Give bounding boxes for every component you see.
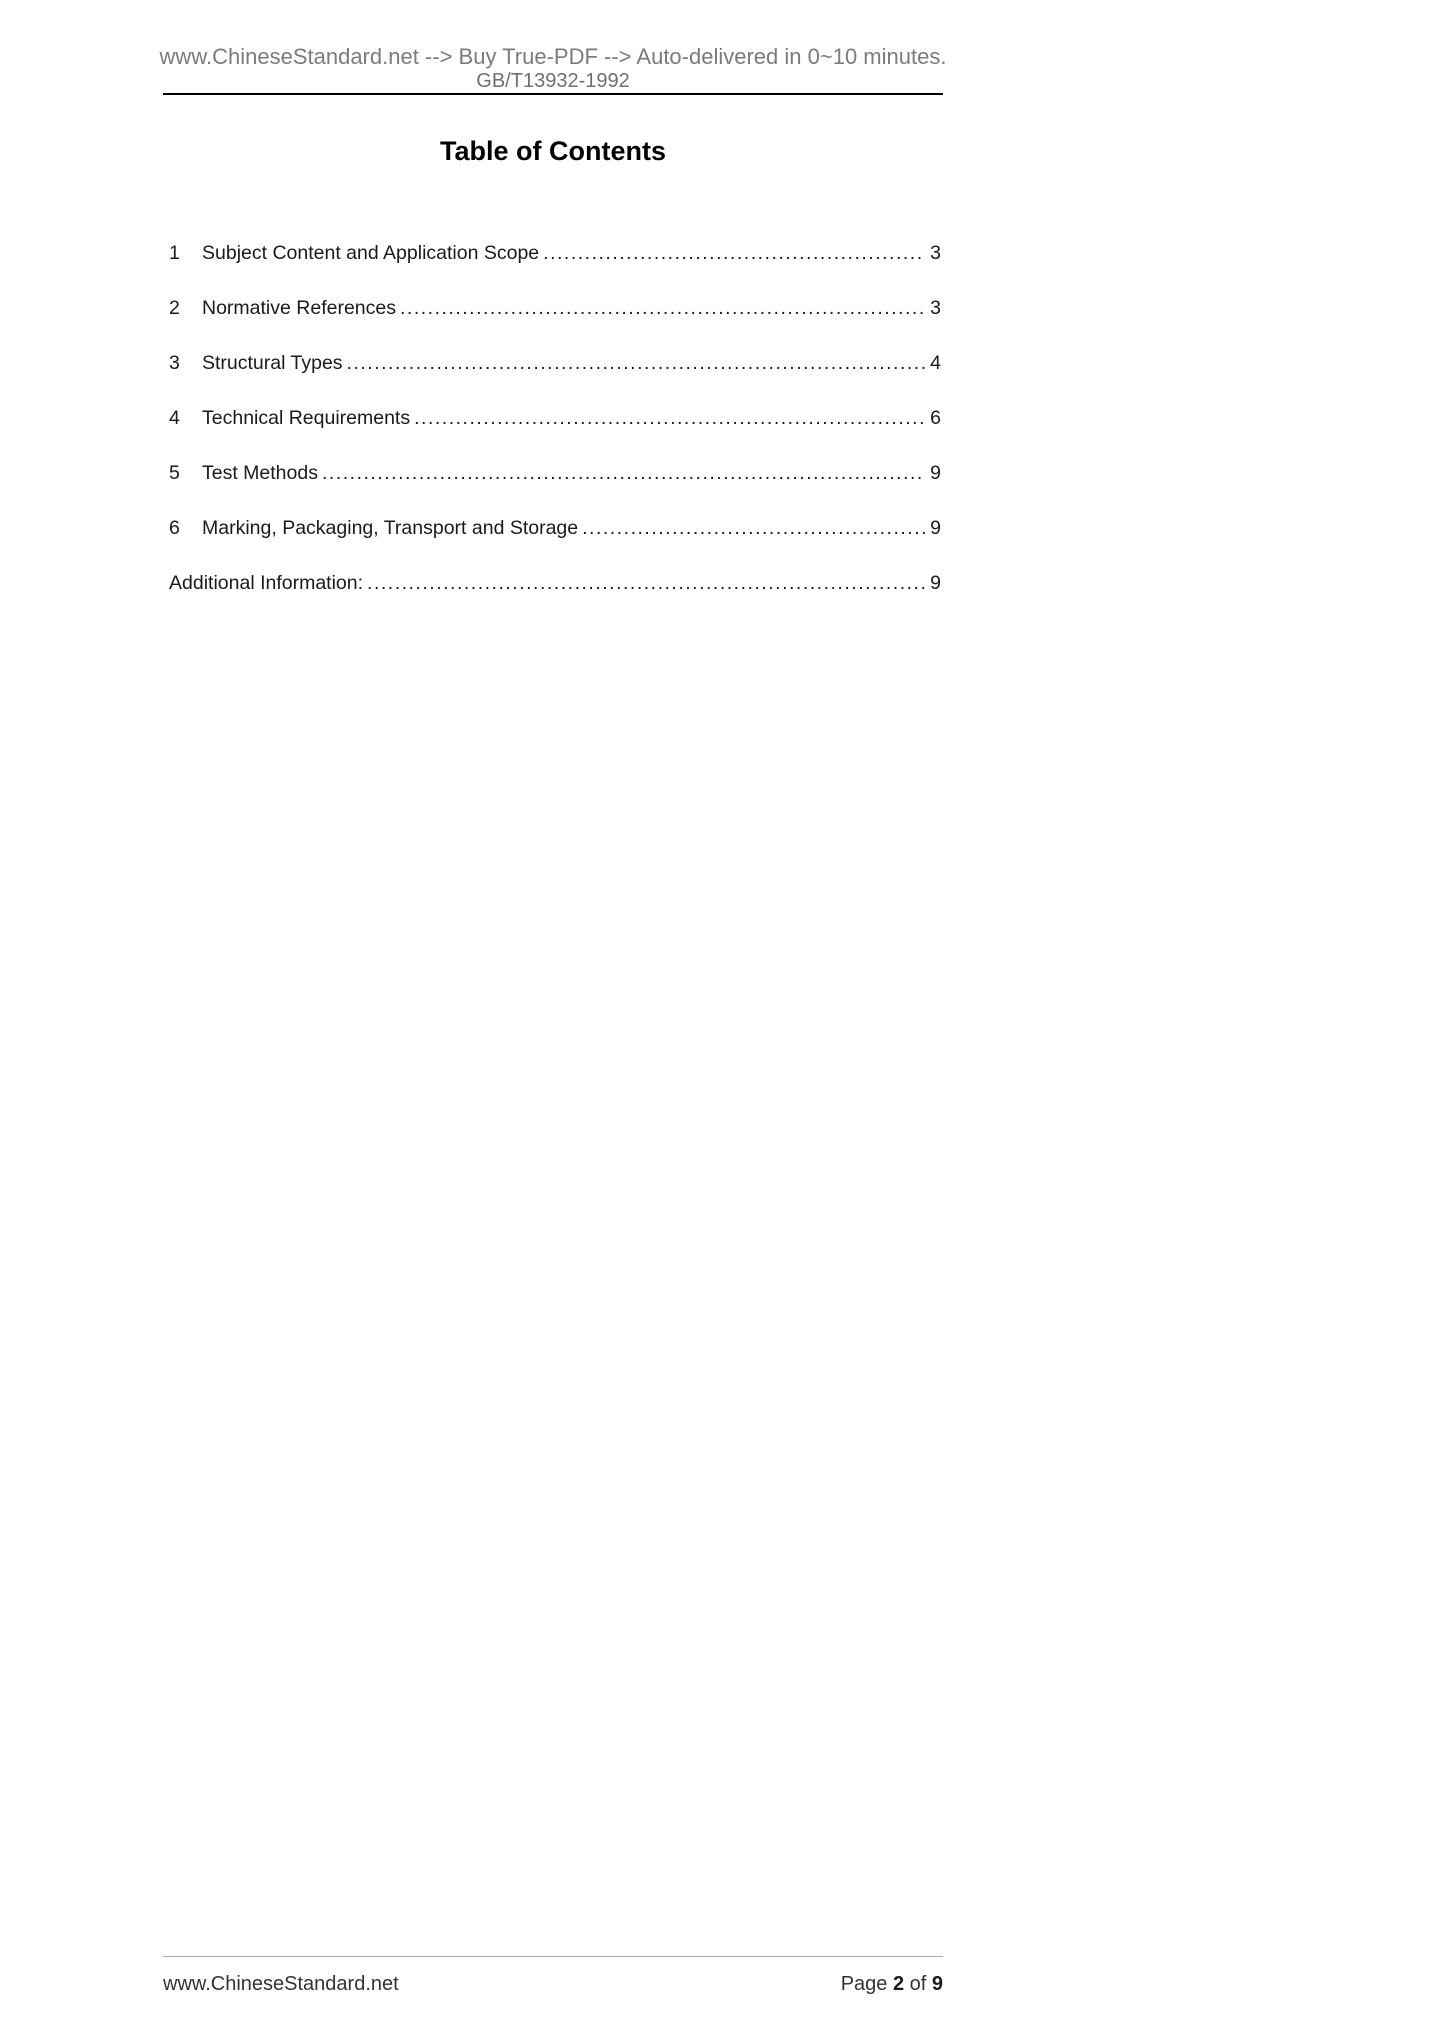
toc-entry-page: 3 [930,242,941,264]
toc-entry-page: 9 [930,462,941,484]
toc-entry[interactable] [169,514,941,543]
content-column [159,0,947,598]
toc-entry-additional-information[interactable] [169,569,941,598]
toc-leader-dots [400,294,925,323]
toc-entry-number: 1 [169,242,180,264]
toc-entry-page: 9 [930,517,941,539]
page-indicator-label: Page [840,1973,893,1995]
toc-entry-page: 6 [930,407,941,429]
toc-entry-label: Technical Requirements [202,407,411,429]
toc-leader-dots [582,514,925,543]
toc-entry[interactable] [169,404,941,433]
standard-number: GB/T13932-1992 [476,70,630,92]
page-indicator-of: of [904,1973,932,1995]
toc-entry-label: Structural Types [202,352,343,374]
page-indicator-current: 2 [892,1973,905,1995]
toc-entry-number: 4 [169,407,180,429]
toc-entry-label: Normative References [202,297,396,319]
table-of-contents [163,239,943,598]
page-indicator-total: 9 [931,1973,943,1995]
toc-entry[interactable] [169,239,941,268]
document-footer [163,1956,943,1996]
footer-site-link[interactable]: www.ChineseStandard.net [163,1973,399,1995]
toc-entry-label: Subject Content and Application Scope [202,242,540,264]
toc-entry-label: Additional Information: [169,572,364,594]
toc-entry-page: 4 [930,352,941,374]
toc-leader-dots [543,239,925,268]
toc-entry-number: 6 [169,517,180,539]
toc-entry-label: Test Methods [202,462,318,484]
page-title: Table of Contents [440,136,666,166]
toc-entry-number: 5 [169,462,180,484]
toc-entry-number: 3 [169,352,180,374]
toc-entry[interactable] [169,349,941,378]
toc-entry-label: Marking, Packaging, Transport and Storage [202,517,579,539]
header-promo-text: www.ChineseStandard.net --> Buy True-PDF --> Auto-delivered in 0~10 minutes. [159,44,947,69]
toc-leader-dots [322,459,925,488]
toc-leader-dots [367,569,925,598]
toc-entry-page: 3 [930,297,941,319]
toc-entry-number: 2 [169,297,180,319]
page-indicator [841,1973,943,1996]
document-header [159,0,947,95]
toc-entry-page: 9 [930,572,941,594]
toc-leader-dots [414,404,925,433]
toc-entry[interactable] [169,459,941,488]
toc-entry[interactable] [169,294,941,323]
header-divider [163,93,943,95]
toc-leader-dots [347,349,926,378]
